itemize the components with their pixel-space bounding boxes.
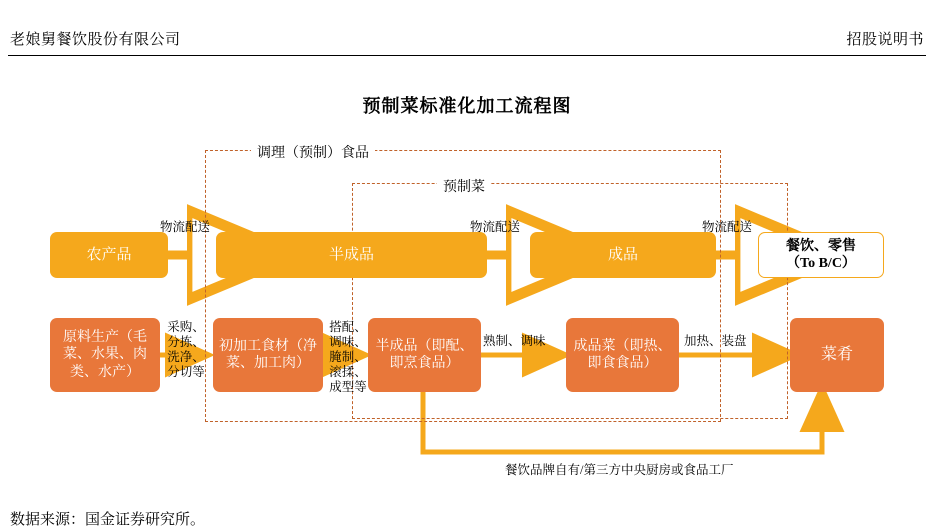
node-catering-retail[interactable] xyxy=(758,232,884,278)
caption-logistics-3: 物流配送 xyxy=(702,220,753,234)
node-dish[interactable]: 菜肴 xyxy=(790,318,884,392)
caption-heating: 加热、装盘 xyxy=(684,334,747,348)
node-agricultural-products[interactable]: 农产品 xyxy=(50,232,168,278)
group-label-prepared-food: 调理（预制）食品 xyxy=(251,140,375,164)
group-label-prepared-dish: 预制菜 xyxy=(437,174,491,198)
caption-procurement: 采购、分拣、洗净、分切等 xyxy=(167,320,205,379)
caption-feedback-loop: 餐饮品牌自有/第三方中央厨房或食品工厂 xyxy=(505,463,734,477)
node-finished-top[interactable]: 成品 xyxy=(530,232,716,278)
header-company-name: 老娘舅餐饮股份有限公司 xyxy=(10,32,181,48)
node-catering-retail-line2: （To B/C） xyxy=(786,256,856,271)
caption-logistics-2: 物流配送 xyxy=(470,220,521,234)
caption-cooking: 熟制、调味 xyxy=(483,334,546,348)
caption-logistics-1: 物流配送 xyxy=(160,220,211,234)
node-semi-finished-top[interactable]: 半成品 xyxy=(216,232,487,278)
node-raw-material-production[interactable]: 原料生产（毛菜、水果、肉类、水产） xyxy=(50,318,160,392)
node-primary-processed-ingredients[interactable]: 初加工食材（净菜、加工肉） xyxy=(213,318,323,392)
node-catering-retail-line1: 餐饮、零售 xyxy=(786,238,856,254)
node-semi-finished-products[interactable]: 半成品（即配、即烹食品） xyxy=(368,318,481,392)
figure-title: 预制菜标准化加工流程图 xyxy=(362,96,572,116)
figure-source-note: 数据来源：国金证券研究所。 xyxy=(10,512,206,528)
caption-seasoning: 搭配、调味、腌制、滚揉、成型等 xyxy=(329,320,367,394)
node-finished-dishes[interactable]: 成品菜（即热、即食食品） xyxy=(566,318,679,392)
header-document-type: 招股说明书 xyxy=(846,32,924,48)
